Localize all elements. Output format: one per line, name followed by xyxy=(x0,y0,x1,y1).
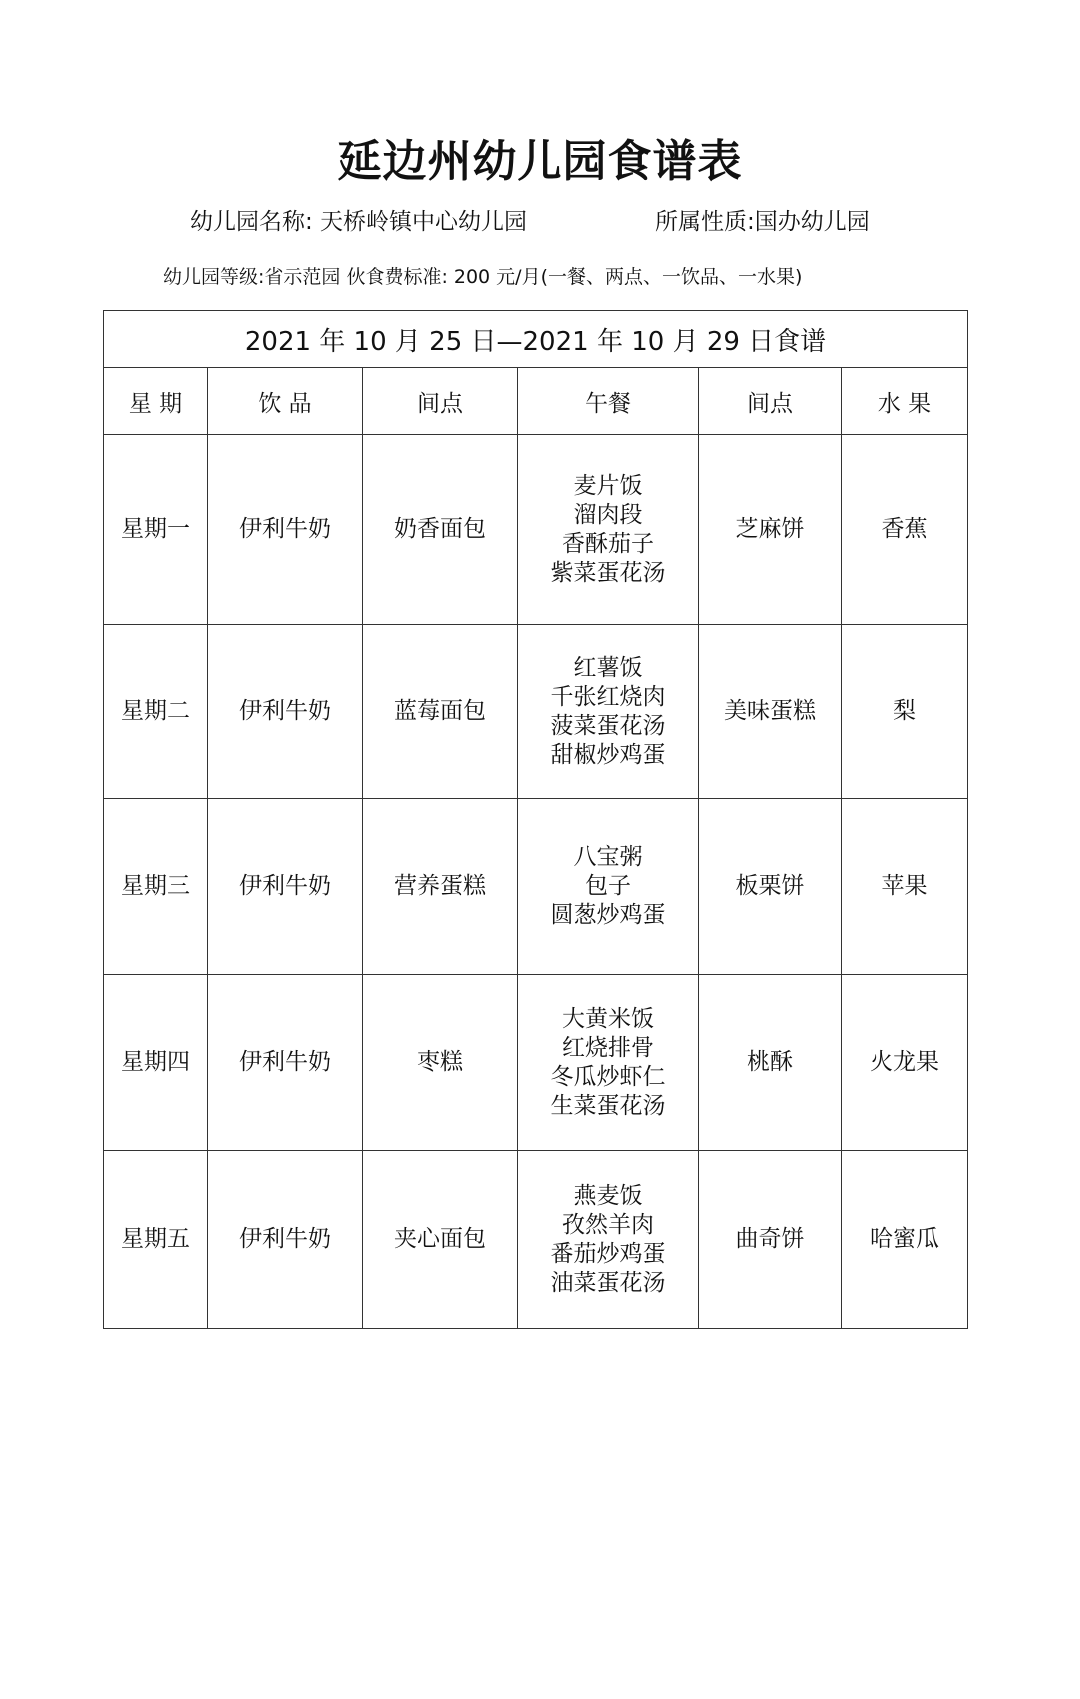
lunch-item: 溜肉段 xyxy=(573,501,643,528)
fruit-cell: 火龙果 xyxy=(842,975,968,1151)
fruit-cell: 哈蜜瓜 xyxy=(842,1151,968,1329)
table-row xyxy=(104,1151,968,1329)
lunch-item: 甜椒炒鸡蛋 xyxy=(550,741,666,768)
kindergarten-nature: 所属性质:国办幼儿园 xyxy=(655,209,870,235)
fruit-cell: 苹果 xyxy=(842,799,968,975)
header-snack-afternoon: 间点 xyxy=(699,368,842,435)
snack-afternoon-cell: 曲奇饼 xyxy=(699,1151,842,1329)
lunch-item: 香酥茄子 xyxy=(562,530,654,557)
header-lunch: 午餐 xyxy=(518,368,699,435)
header-drink: 饮 品 xyxy=(208,368,363,435)
snack-afternoon-cell: 桃酥 xyxy=(699,975,842,1151)
drink-cell: 伊利牛奶 xyxy=(208,1151,363,1329)
table-row xyxy=(104,435,968,625)
lunch-cell xyxy=(518,1151,699,1329)
fruit-cell: 梨 xyxy=(842,625,968,799)
lunch-item: 孜然羊肉 xyxy=(562,1211,654,1238)
week-title-row xyxy=(104,311,968,368)
lunch-item: 八宝粥 xyxy=(573,844,643,870)
lunch-cell xyxy=(518,435,699,625)
day-cell: 星期二 xyxy=(104,625,208,799)
table-row xyxy=(104,799,968,975)
day-cell: 星期一 xyxy=(104,435,208,625)
lunch-item: 红薯饭 xyxy=(573,654,643,681)
page-title: 延边州幼儿园食谱表 xyxy=(337,136,743,187)
week-title: 2021 年 10 月 25 日—2021 年 10 月 29 日食谱 xyxy=(104,311,968,368)
snack-morning-cell: 奶香面包 xyxy=(363,435,518,625)
lunch-cell xyxy=(518,975,699,1151)
fruit-cell: 香蕉 xyxy=(842,435,968,625)
day-cell: 星期四 xyxy=(104,975,208,1151)
header-row xyxy=(104,368,968,435)
lunch-item: 番茄炒鸡蛋 xyxy=(550,1240,666,1267)
menu-table xyxy=(103,310,968,1329)
lunch-item: 千张红烧肉 xyxy=(550,683,666,710)
lunch-item: 红烧排骨 xyxy=(562,1034,654,1061)
snack-morning-cell: 蓝莓面包 xyxy=(363,625,518,799)
snack-morning-cell: 夹心面包 xyxy=(363,1151,518,1329)
lunch-item: 圆葱炒鸡蛋 xyxy=(550,902,666,928)
drink-cell: 伊利牛奶 xyxy=(208,799,363,975)
header-fruit: 水 果 xyxy=(842,368,968,435)
lunch-item: 冬瓜炒虾仁 xyxy=(550,1063,666,1090)
lunch-item: 油菜蛋花汤 xyxy=(550,1269,666,1296)
drink-cell: 伊利牛奶 xyxy=(208,435,363,625)
lunch-item: 生菜蛋花汤 xyxy=(550,1092,666,1119)
header-day: 星 期 xyxy=(104,368,208,435)
kindergarten-grade-fee: 幼儿园等级:省示范园 伙食费标准: 200 元/月(一餐、两点、一饮品、一水果) xyxy=(163,266,803,288)
table-row xyxy=(104,975,968,1151)
drink-cell: 伊利牛奶 xyxy=(208,625,363,799)
lunch-item: 菠菜蛋花汤 xyxy=(550,712,666,739)
header-snack-morning: 间点 xyxy=(363,368,518,435)
snack-morning-cell: 营养蛋糕 xyxy=(363,799,518,975)
lunch-item: 紫菜蛋花汤 xyxy=(550,559,666,586)
lunch-item: 燕麦饭 xyxy=(573,1182,643,1209)
snack-afternoon-cell: 芝麻饼 xyxy=(699,435,842,625)
snack-afternoon-cell: 美味蛋糕 xyxy=(699,625,842,799)
kindergarten-name: 幼儿园名称: 天桥岭镇中心幼儿园 xyxy=(190,209,528,235)
lunch-cell xyxy=(518,799,699,975)
lunch-item: 麦片饭 xyxy=(573,472,643,499)
lunch-item: 包子 xyxy=(585,873,631,899)
lunch-item: 大黄米饭 xyxy=(562,1005,654,1032)
snack-morning-cell: 枣糕 xyxy=(363,975,518,1151)
table-row xyxy=(104,625,968,799)
day-cell: 星期五 xyxy=(104,1151,208,1329)
lunch-cell xyxy=(518,625,699,799)
day-cell: 星期三 xyxy=(104,799,208,975)
drink-cell: 伊利牛奶 xyxy=(208,975,363,1151)
snack-afternoon-cell: 板栗饼 xyxy=(699,799,842,975)
